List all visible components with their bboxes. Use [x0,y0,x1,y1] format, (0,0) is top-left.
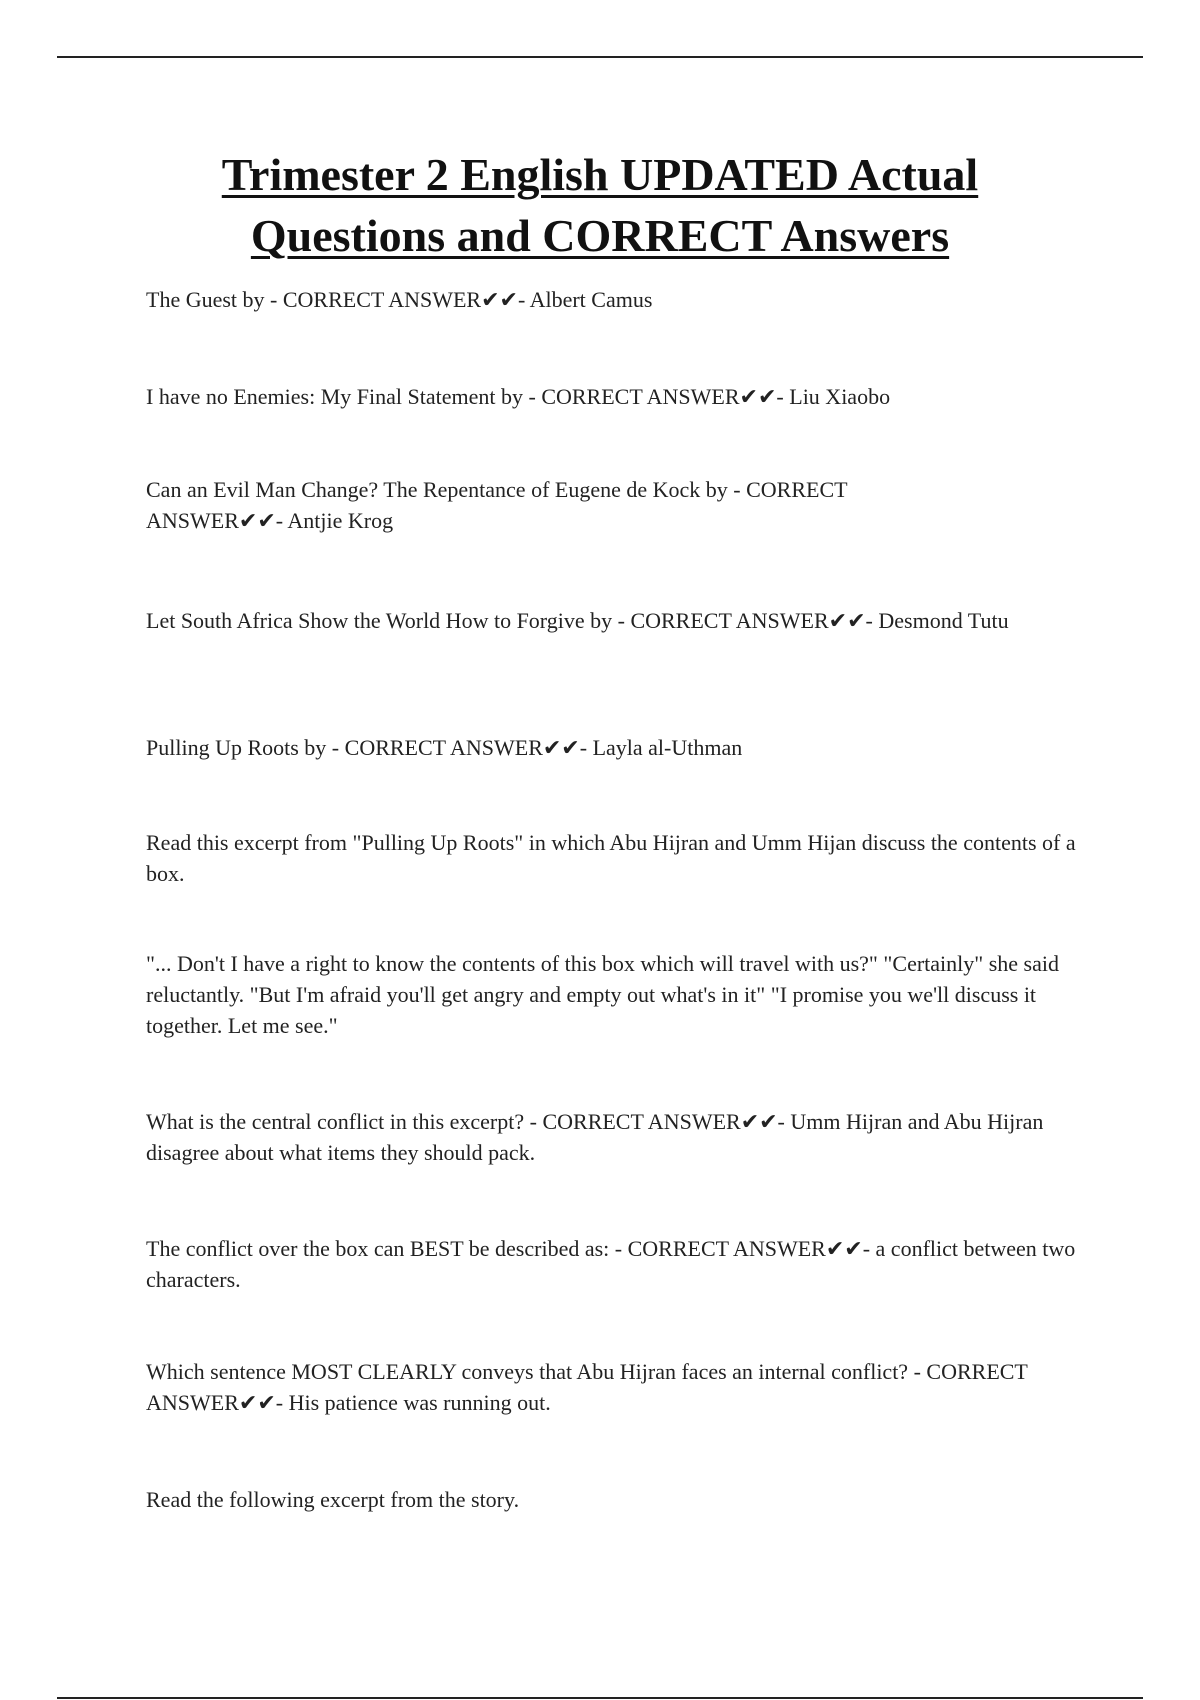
answer-text: Umm Hijran and Abu Hijran disagree about what items they should pack. [146,1109,1044,1165]
answer-marker: CORRECT ANSWER✔✔- [146,1359,1028,1415]
qa-entry [146,474,926,536]
title-line-1: Trimester 2 English UPDATED Actual [221,149,979,200]
question-text: Can an Evil Man Change? The Repentance of Eugene de Kock by - [146,477,741,502]
answer-text: Antjie Krog [287,508,394,533]
qa-entry [146,1233,1076,1295]
title-line-2: Questions and CORRECT Answers [250,210,950,261]
answer-marker: CORRECT ANSWER✔✔- [541,384,784,409]
question-text: Pulling Up Roots by - [146,735,340,760]
answer-text: a conflict between two characters. [146,1236,1076,1292]
answer-text: His patience was running out. [288,1390,551,1415]
top-rule [57,56,1143,58]
qa-entry [146,284,1066,315]
answer-marker: CORRECT ANSWER✔✔- [542,1109,785,1134]
answer-text: Albert Camus [529,287,653,312]
question-text: Let South Africa Show the World How to Forgive by - [146,608,625,633]
answer-text: Desmond Tutu [878,608,1009,633]
answer-marker: CORRECT ANSWER✔✔- [627,1236,871,1261]
question-text: Which sentence MOST CLEARLY conveys that Abu Hijran faces an internal conflict? - [146,1359,921,1384]
question-text: The conflict over the box can BEST be described as: - [146,1236,623,1261]
answer-text: Layla al-Uthman [592,735,743,760]
question-text: The Guest by - [146,287,278,312]
bottom-rule [57,1697,1143,1699]
instruction-text: Read this excerpt from "Pulling Up Roots" in which Abu Hijran and Umm Hijan discuss the contents of a box. [146,830,1076,886]
excerpt-text: "... Don't I have a right to know the contents of this box which will travel with us?" "Certainly" she said reluctantly. "But I'm afraid you'll get angry and empty out what's in it" "I promise you we'll discuss it together. Let me see." [146,951,1059,1038]
answer-marker: CORRECT ANSWER✔✔- [146,477,848,533]
qa-entry [146,605,1076,636]
answer-marker: CORRECT ANSWER✔✔- [282,287,526,312]
instruction-text: Read the following excerpt from the story. [146,1487,520,1512]
qa-entry [146,381,1066,412]
qa-entry [146,1356,1046,1418]
answer-marker: CORRECT ANSWER✔✔- [630,608,873,633]
document-title [0,144,1200,266]
question-text: I have no Enemies: My Final Statement by - [146,384,536,409]
qa-entry [146,1106,1076,1168]
answer-marker: CORRECT ANSWER✔✔- [344,735,588,760]
question-text: What is the central conflict in this excerpt? - [146,1109,537,1134]
qa-entry [146,732,1066,763]
answer-text: Liu Xiaobo [789,384,891,409]
